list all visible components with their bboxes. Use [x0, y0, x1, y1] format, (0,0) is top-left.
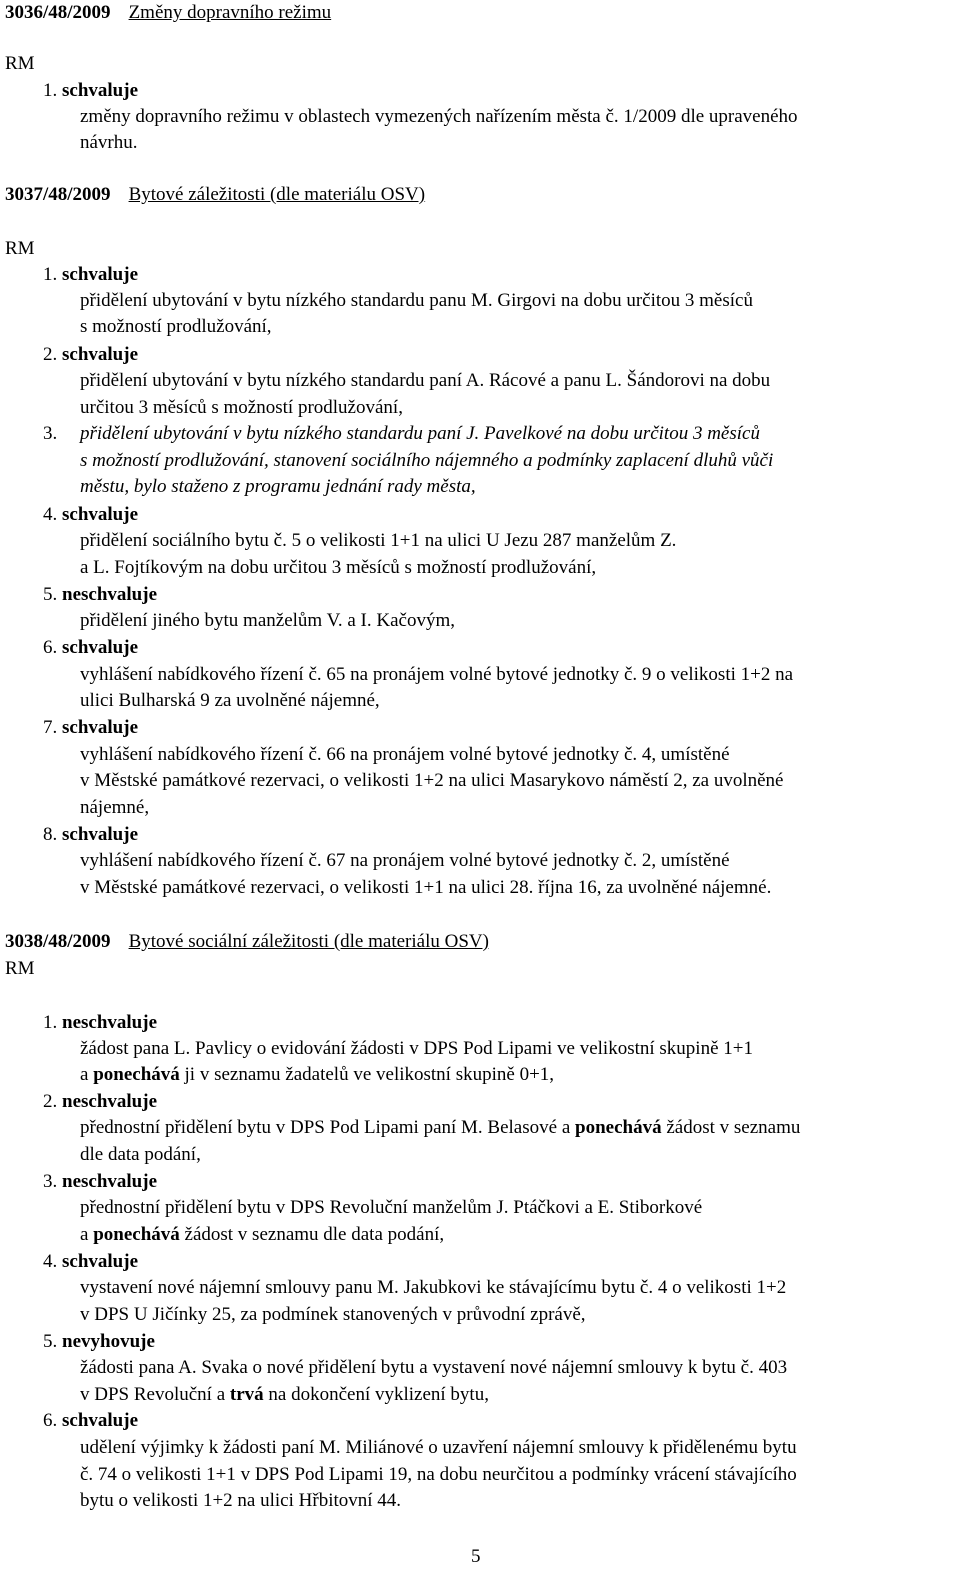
item-number: 7. schvaluje	[43, 717, 138, 738]
resolution-title: Změny dopravního režimu	[128, 2, 332, 23]
item-number: 4. schvaluje	[43, 504, 138, 525]
verdict: neschvaluje	[62, 1171, 157, 1192]
section-heading	[5, 929, 489, 955]
item-text: přednostní přidělení bytu v DPS Revoluční manželům J. Ptáčkovi a E. Stiborkové	[80, 1197, 703, 1218]
item-text: ulici Bulharská 9 za uvolněné nájemné,	[80, 690, 380, 711]
item-text: vyhlášení nabídkového řízení č. 67 na pronájem volné bytové jednotky č. 2, umístěné	[80, 850, 730, 871]
item-text: přidělení ubytování v bytu nízkého standardu paní J. Pavelkové na dobu určitou 3 měsíců	[80, 423, 760, 444]
item-text: bytu o velikosti 1+2 na ulici Hřbitovní 44.	[80, 1490, 402, 1511]
page-number: 5	[471, 1546, 481, 1567]
item-number: 3. neschvaluje	[43, 1171, 157, 1192]
item-number: 1. schvaluje	[43, 264, 138, 285]
verdict: neschvaluje	[62, 1012, 157, 1033]
item-number: 2. neschvaluje	[43, 1091, 157, 1112]
resolution-number: 3038/48/2009	[5, 931, 111, 952]
resolution-title: Bytové sociální záležitosti (dle materiálu OSV)	[128, 931, 489, 952]
item-text: přidělení ubytování v bytu nízkého standardu panu M. Girgovi na dobu určitou 3 měsíců	[80, 290, 753, 311]
item-text: č. 74 o velikosti 1+1 v DPS Pod Lipami 19, na dobu neurčitou a podmínky vrácení stávajícího	[80, 1464, 797, 1485]
verdict: nevyhovuje	[62, 1331, 155, 1352]
verdict: schvaluje	[62, 264, 138, 285]
item-text: návrhu.	[80, 132, 138, 153]
item-number: 6. schvaluje	[43, 637, 138, 658]
resolution-title: Bytové záležitosti (dle materiálu OSV)	[128, 184, 426, 205]
verdict: schvaluje	[62, 637, 138, 658]
item-text: a L. Fojtíkovým na dobu určitou 3 měsíců s možností prodlužování,	[80, 557, 597, 578]
item-text: určitou 3 měsíců s možností prodlužování,	[80, 397, 403, 418]
item-text: vyhlášení nabídkového řízení č. 65 na pronájem volné bytové jednotky č. 9 o velikosti 1+2 na	[80, 664, 794, 685]
item-number: 5. nevyhovuje	[43, 1331, 155, 1352]
item-text: udělení výjimky k žádosti paní M. Miliánové o uzavření nájemní smlouvy k přidělenému bytu	[80, 1437, 797, 1458]
item-number: 6. schvaluje	[43, 1410, 138, 1431]
verdict: schvaluje	[62, 504, 138, 525]
item-text: s možností prodlužování,	[80, 316, 272, 337]
verdict: schvaluje	[62, 80, 138, 101]
item-text: vyhlášení nabídkového řízení č. 66 na pronájem volné bytové jednotky č. 4, umístěné	[80, 744, 730, 765]
verdict: neschvaluje	[62, 1091, 157, 1112]
item-text: v DPS Revoluční a trvá na dokončení vyklizení bytu,	[80, 1384, 489, 1405]
item-text: vystavení nové nájemní smlouvy panu M. Jakubkovi ke stávajícímu bytu č. 4 o velikosti 1+2	[80, 1277, 787, 1298]
item-text: žádosti pana A. Svaka o nové přidělení bytu a vystavení nové nájemní smlouvy k bytu č. 403	[80, 1357, 788, 1378]
item-number: 8. schvaluje	[43, 824, 138, 845]
item-number: 1. neschvaluje	[43, 1012, 157, 1033]
verdict: schvaluje	[62, 344, 138, 365]
item-number: 3.	[43, 423, 58, 444]
item-text: žádost pana L. Pavlicy o evidování žádosti v DPS Pod Lipami ve velikostní skupině 1+1	[80, 1038, 753, 1059]
section-heading	[5, 182, 425, 208]
council-label: RM	[5, 958, 35, 979]
verdict: schvaluje	[62, 1251, 138, 1272]
item-number: 1. schvaluje	[43, 80, 138, 101]
item-text: s možností prodlužování, stanovení sociálního nájemného a podmínky zaplacení dluhů vůči	[80, 450, 774, 471]
item-text: přidělení sociálního bytu č. 5 o velikosti 1+1 na ulici U Jezu 287 manželům Z.	[80, 530, 677, 551]
verdict: schvaluje	[62, 717, 138, 738]
item-text: městu, bylo staženo z programu jednání rady města,	[80, 476, 476, 497]
item-text: nájemné,	[80, 797, 150, 818]
resolution-number: 3037/48/2009	[5, 184, 111, 205]
item-text: změny dopravního režimu v oblastech vymezených nařízením města č. 1/2009 dle upraveného	[80, 106, 798, 127]
item-text: v DPS U Jičínky 25, za podmínek stanovených v průvodní zprávě,	[80, 1304, 586, 1325]
item-text: a ponechává ji v seznamu žadatelů ve velikostní skupině 0+1,	[80, 1064, 555, 1085]
item-number: 2. schvaluje	[43, 344, 138, 365]
item-number: 4. schvaluje	[43, 1251, 138, 1272]
item-text: v Městské památkové rezervaci, o velikosti 1+2 na ulici Masarykovo náměstí 2, za uvolněné	[80, 770, 784, 791]
council-label: RM	[5, 238, 35, 259]
item-text: dle data podání,	[80, 1144, 201, 1165]
item-number: 5. neschvaluje	[43, 584, 157, 605]
item-text: přidělení ubytování v bytu nízkého standardu paní A. Rácové a panu L. Šándorovi na dobu	[80, 370, 771, 391]
verdict: neschvaluje	[62, 584, 157, 605]
item-text: přednostní přidělení bytu v DPS Pod Lipami paní M. Belasové a ponechává žádost v seznamu	[80, 1117, 801, 1138]
resolution-number: 3036/48/2009	[5, 2, 111, 23]
item-text: přidělení jiného bytu manželům V. a I. Kačovým,	[80, 610, 455, 631]
item-text: v Městské památkové rezervaci, o velikosti 1+1 na ulici 28. října 16, za uvolněné nájemné.	[80, 877, 772, 898]
section-heading	[5, 0, 331, 26]
council-label: RM	[5, 53, 35, 74]
item-text: a ponechává žádost v seznamu dle data podání,	[80, 1224, 445, 1245]
verdict: schvaluje	[62, 824, 138, 845]
verdict: schvaluje	[62, 1410, 138, 1431]
